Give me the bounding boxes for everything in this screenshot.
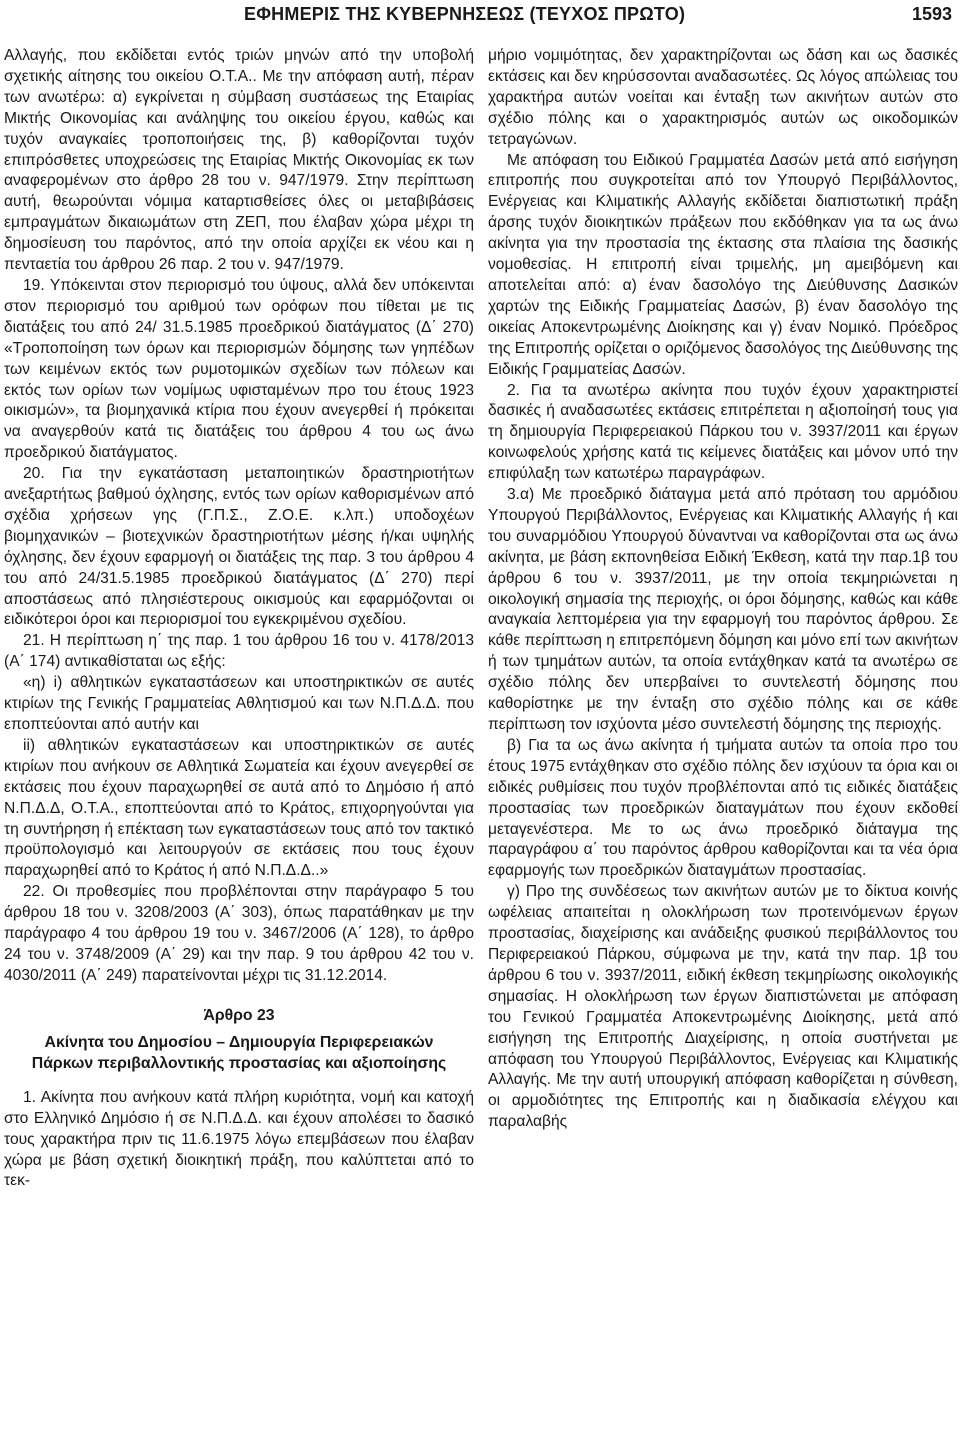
paragraph: 20. Για την εγκατάσταση μεταποιητικών δραστηριοτήτων ανεξαρτήτως βαθμού όχλησης, εντός των ορίων καθορισμένων από σχέδια χρήσεων γης (Γ.Π.Σ., Ζ.Ο.Ε. κ.λπ.) υποδοχέων βιομηχανικών – βιοτεχνικών δραστηριοτήτων μέσης ή/και υψηλής όχλησης, δεν έχουν εφαρμογή οι διατάξεις της παρ. 3 του άρθρου 4 του από 24/31.5.1985 προεδρικού διατάγματος (Δ΄ 270) περί αποστάσεως από πλησιέστερους οικισμούς και εφαρμόζονται οι ειδικότεροι όροι και περιορισμοί του εγκεκριμένου σχεδίου.	[4, 465, 474, 629]
paragraph: 1. Ακίνητα που ανήκουν κατά πλήρη κυριότητα, νομή και κατοχή στο Ελληνικό Δημόσιο ή σε Ν.Π.Δ.Δ. και έχουν απολέσει το δασικό τους χαρακτήρα πριν τις 11.6.1975 λόγω επεμβάσεων που έλαβαν χώρα με βάση σχετική διοικητική πράξη, που καλύπτεται από το τεκ-	[4, 1088, 474, 1190]
paragraph: 3.α) Με προεδρικό διάταγμα μετά από πρόταση του αρμόδιου Υπουργού Περιβάλλοντος, Ενέργειας και Κλιματικής Αλλαγής ή και του συναρμόδιου Υπουργού δύναντναι να καθορίζονται στα ως άνω ακίνητα, με βάση εκπονηθείσα Ειδική Έκθεση, κατά την παρ.1β του άρθρου 6 του ν. 3937/2011, με την οποία τεκμηριώνεται η οικολογική σημασία της περιοχής, οι όροι δόμησης, καθώς και κάθε αναγκαία λεπτομέρεια για την εφαρμογή του παρόντος άρθρου. Σε κάθε περίπτωση η επιτρεπόμενη δόμηση και μόνο επί των ακινήτων ή των τμημάτων αυτών, τα οποία εντάχθηκαν κατά τα ανωτέρω σε σχέδιο πόλης δεν υπερβαίνει το συντελεστή δόμησης που καθορίστηκε με την ένταξη στο σχέδιο πόλης και σε κάθε περίπτωση τον ισχύοντα μέσο συντελεστή δόμησης της περιοχής.	[488, 486, 958, 733]
article-number: Άρθρο 23	[203, 1006, 275, 1024]
paragraph: «η) i) αθλητικών εγκαταστάσεων και υποστηρικτικών σε αυτές κτιρίων της Γενικής Γραμματείας Αθλητισμού και των Ν.Π.Δ.Δ. που εποπτεύονται από αυτήν και	[4, 674, 474, 733]
paragraph: β) Για τα ως άνω ακίνητα ή τμήματα αυτών τα οποία προ του έτους 1975 εντάχθηκαν στο σχέδιο πόλης δεν ισχύουν τα όρια και οι ειδικές ρυθμίσεις που τυχόν προβλέπονται από τις ειδικές διατάξεις προστασίας των προεδρικών διαταγμάτων που έχουν εκδοθεί μεταγενέστερα. Με το ως άνω προεδρικό διάταγμα της παραγράφου α΄ του παρόντος άρθρου καθορίζονται και τα νέα όρια εφαρμογής των προεδρικών διαταγμάτων προστασίας.	[488, 736, 958, 880]
article-title-line-2: Πάρκων περιβαλλοντικής προστασίας και αξιοποίησης	[31, 1054, 447, 1072]
paragraph: ii) αθλητικών εγκαταστάσεων και υποστηρικτικών σε αυτές κτιρίων που ανήκουν σε Αθλητικά Σωματεία και έχουν ανεγερθεί σε εκτάσεις που έχουν παραχωρηθεί σε αυτά από το Δημόσιο ή από Ν.Π.Δ.Δ, Ο.Τ.Α., εποπτεύονται από το Κράτος, επιχορηγούνται για τη συντήρηση ή επέκταση των εγκαταστάσεων τους από τον τακτικό προϋπολογισμό και λειτουργούν σε εκτάσεις που τους έχουν παραχωρηθεί από το Κράτος ή από Ν.Π.Δ.Δ..»	[4, 736, 474, 880]
paragraph: μήριο νομιμότητας, δεν χαρακτηρίζονται ως δάση και ως δασικές εκτάσεις και δεν κηρύσσονται αναδασωτέες. Ως λόγος απώλειας του χαρακτήρα αυτών νοείται και ένταξη των ακινήτων αυτών στο σχέδιο πόλης και ο χαρακτηρισμός αυτών ως οικοδομικών τετραγώνων.	[488, 47, 958, 148]
paragraph: 2. Για τα ανωτέρω ακίνητα που τυχόν έχουν χαρακτηριστεί δασικές ή αναδασωτέες εκτάσεις επιτρέπεται η αξιοποίησή τους για τη δημιουργία Περιφερειακού Πάρκου του ν. 3937/2011 και έργων κοινωφελούς χρήσης κατά τις κείμενες διατάξεις και μόνον υπό την επιφύλαξη των κατωτέρω παραγράφων.	[488, 381, 958, 483]
paragraph: 21. Η περίπτωση η΄ της παρ. 1 του άρθρου 16 του ν. 4178/2013 (Α΄ 174) αντικαθίσταται ως εξής:	[4, 632, 474, 671]
page-number: 1593	[911, 4, 952, 24]
left-column	[4, 46, 474, 1192]
paragraph: 22. Οι προθεσμίες που προβλέπονται στην παράγραφο 5 του άρθρου 18 του ν. 3208/2003 (Α΄ 303), όπως παρατάθηκαν με την παράγραφο 4 του άρθρου 19 του ν. 3467/2006 (Α΄ 128), το άρθρο 24 του ν. 3748/2009 (Α΄ 29) και την παρ. 9 του άρθρου 42 του ν. 4030/2011 (Α΄ 249) παρατείνονται μέχρι τις 31.12.2014.	[4, 883, 474, 984]
paragraph: γ) Προ της συνδέσεως των ακινήτων αυτών με το δίκτυα κοινής ωφέλειας απαιτείται η ολοκλήρωση των προτεινόμενων έργων προστασίας, διαχείρισης και ανάδειξης φυσικού περιβάλλοντος του Περιφερειακού Πάρκου, σύμφωνα με την, κατά την παρ. 1β του άρθρου 6 του ν. 3937/2011, ειδική έκθεση τεκμηρίωσης οικολογικής σημασίας. Η ολοκλήρωση των έργων διαπιστώνεται με απόφαση του Γενικού Γραμματέα Αποκεντρωμένης Διοίκησης, μετά από εισήγηση της Επιτροπής Διαχείρισης, η οποία συστήνεται με απόφαση του Υπουργού Περιβάλλοντος, Ενέργειας και Κλιματικής Αλλαγής. Με την αυτή υπουργική απόφαση καθορίζεται η σύνθεση, οι αρμοδιότητες της Επιτροπής και η διαδικασία ελέγχου και παραλαβής	[488, 883, 958, 1131]
page-header	[0, 2, 960, 36]
right-column	[488, 46, 958, 1133]
gazette-title: ΕΦΗΜΕΡΙΣ ΤΗΣ ΚΥΒΕΡΝΗΣΕΩΣ (ΤΕΥΧΟΣ ΠΡΩΤΟ)	[244, 4, 686, 24]
article-heading	[4, 1005, 474, 1074]
paragraph: Με απόφαση του Ειδικού Γραμματέα Δασών μετά από εισήγηση επιτροπής που συγκροτείται από τον Υπουργό Περιβάλλοντος, Ενέργειας και Κλιματικής Αλλαγής εκδίδεται διαπιστωτική πράξη άρσης τυχόν διοικητικών πράξεων που εκδόθηκαν για τα ως άνω ακίνητα για την προστασία της έκτασης στα πλαίσια της δασικής νομοθεσίας. Η επιτροπή είναι τριμελής, μη αμειβόμενη και αποτελείται από: α) έναν δασολόγο της Διεύθυνσης Δασικών χαρτών της Ειδικής Γραμματείας Δασών, β) έναν δασολόγο της οικείας Αποκεντρωμένης Διοίκησης και γ) έναν Νομικό. Πρόεδρος της Επιτροπής ορίζεται ο οριζόμενος δασολόγος της Διεύθυνσης της Ειδικής Γραμματείας Δασών.	[488, 151, 958, 378]
article-title-line-1: Ακίνητα του Δημοσίου – Δημιουργία Περιφερειακών	[44, 1033, 434, 1051]
paragraph: 19. Υπόκεινται στον περιορισμό του ύψους, αλλά δεν υπόκεινται στον περιορισμό του αριθμού των ορόφων που τίθεται με τις διατάξεις του από 24/ 31.5.1985 προεδρικού διατάγματος (Δ΄ 270) «Τροποποίηση των όρων και περιορισμών δόμησης των γηπέδων των κειμένων εκτός των ρυμοτομικών σχεδίων των πόλεων και εκτός των ορίων των νομίμως υφισταμένων προ του έτους 1923 οικισμών», τα βιομηχανικά κτίρια που έχουν ανεγερθεί ή πρόκειται να αναγερθούν κατά τις διατάξεις του άρθρου 4 του ως άνω προεδρικού διατάγματος.	[4, 276, 474, 462]
paragraph: Αλλαγής, που εκδίδεται εντός τριών μηνών από την υποβολή σχετικής αίτησης του οικείου Ο.Τ.Α.. Με την απόφαση αυτή, πέραν των ανωτέρω: α) εγκρίνεται η σύμβαση συστάσεως της Εταιρίας Μικτής Οικονομίας και ανάληψης του οικείου έργου, καθώς και τυχόν αναγκαίες τροποποιήσεις της, β) καθορίζονται τυχόν επιπρόσθετες υποχρεώσεις της Εταιρίας Μικτής Οικονομίας εκ των αναφερομένων στο άρθρο 28 του ν. 947/1979. Στην περίπτωση αυτή, θεωρούνται νόμιμα καταρτισθείσες όλες οι μεταβιβάσεις εμπραγμάτων δικαιωμάτων στη ΖΕΠ, που έλαβαν χώρα μέχρι τη δημοσίευση του παρόντος, από την οποία αρχίζει εκ νέου και η πενταετία του άρθρου 26 παρ. 2 του ν. 947/1979.	[4, 47, 474, 274]
